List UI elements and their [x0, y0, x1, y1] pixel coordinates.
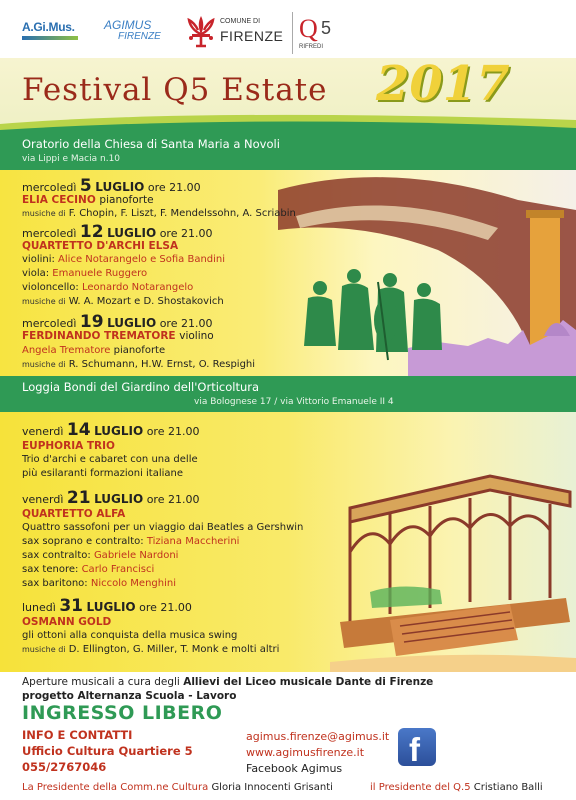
footer-section: [0, 672, 576, 800]
event-member-line: [22, 282, 193, 293]
member-role: violoncello:: [22, 282, 79, 293]
event-performer2-line: [22, 345, 165, 356]
agimus-firenze-logo-text-1: AGIMUS: [104, 18, 152, 32]
event-instrument: violino: [179, 330, 214, 342]
member-role: viola:: [22, 268, 50, 279]
agimus-logo-bar: [22, 36, 78, 40]
event-time: ore 21.00: [139, 601, 192, 614]
music-label: musiche di: [22, 209, 66, 218]
free-entry-heading: INGRESSO LIBERO: [22, 702, 223, 724]
event-day: 14: [66, 420, 91, 440]
festival-year: 2017: [376, 56, 510, 112]
event-date: [22, 420, 199, 440]
venue2-address: via Bolognese 17 / via Vittorio Emanuele II 4: [194, 397, 394, 407]
footer-right: [370, 782, 543, 793]
event-music-line: [22, 296, 224, 307]
event-day: 5: [79, 176, 92, 196]
facebook-glyph: f: [409, 731, 420, 768]
event-description: Trio d'archi e cabaret con una delle: [22, 454, 198, 465]
comune-di-text: COMUNE DI: [220, 18, 261, 25]
event-music: D. Ellington, G. Miller, T. Monk e molti altri: [68, 644, 280, 655]
event-month: LUGLIO: [95, 180, 145, 194]
event-performer: OSMANN GOLD: [22, 616, 112, 628]
member-name: Niccolo Menghini: [90, 578, 177, 589]
event-month: LUGLIO: [94, 424, 144, 438]
event-description: Quattro sassofoni per un viaggio dai Beatles a Gershwin: [22, 522, 304, 533]
event-member-line: [22, 254, 225, 265]
event-month: LUGLIO: [107, 226, 157, 240]
q5-logo-q: Q: [299, 14, 318, 43]
footer-left-label: La Presidente della Comm.ne Cultura: [22, 782, 209, 793]
event-weekday: mercoledì: [22, 181, 77, 194]
event-weekday: mercoledì: [22, 227, 77, 240]
event-music-line: [22, 644, 279, 655]
facebook-icon[interactable]: [398, 728, 436, 766]
loggia-illustration: [330, 472, 576, 672]
contact-email[interactable]: agimus.firenze@agimus.it: [246, 730, 390, 743]
event-music: W. A. Mozart e D. Shostakovich: [68, 296, 224, 307]
event-date: [22, 222, 212, 242]
info-phone[interactable]: 055/2767046: [22, 760, 107, 774]
event-date: [22, 488, 199, 508]
q5-logo-sub: RIFREDI: [299, 44, 323, 50]
music-label: musiche di: [22, 297, 66, 306]
comune-firenze-logo: [186, 12, 286, 52]
church-musicians-illustration: [238, 170, 576, 376]
agimus-firenze-logo: [104, 18, 162, 48]
event-weekday: venerdì: [22, 425, 64, 438]
aperture-pre: Aperture musicali a cura degli: [22, 676, 180, 688]
event-time: ore 21.00: [146, 425, 200, 438]
event-day: 21: [66, 488, 91, 508]
member-name: Alice Notarangelo e Sofia Bandini: [58, 254, 226, 265]
event-day: 19: [79, 312, 104, 332]
festival-title: Festival Q5 Estate: [22, 72, 328, 108]
aperture-line: [22, 676, 433, 688]
event-time: ore 21.00: [159, 227, 213, 240]
footer-left: [22, 782, 333, 793]
event-performer-line: [22, 330, 214, 342]
event-performer-line: [22, 194, 154, 206]
event-time: ore 21.00: [147, 181, 201, 194]
event-member-line: [22, 550, 178, 561]
agimus-logo: [22, 20, 78, 46]
event-music: F. Chopin, F. Liszt, F. Mendelssohn, A. Scriabin: [68, 208, 296, 219]
member-name: Leonardo Notarangelo: [81, 282, 194, 293]
member-name: Tiziana Maccherini: [146, 536, 240, 547]
music-label: musiche di: [22, 360, 66, 369]
event-member-line: [22, 564, 154, 575]
event-date: [22, 596, 192, 616]
event-music-line: [22, 208, 296, 219]
event-day: 31: [59, 596, 83, 616]
agimus-firenze-logo-text-2: FIRENZE: [118, 31, 161, 42]
event-performer: QUARTETTO ALFA: [22, 508, 126, 520]
member-role: sax soprano e contralto:: [22, 536, 144, 547]
agimus-logo-text: A.Gi.Mus.: [22, 20, 75, 34]
event-weekday: venerdì: [22, 493, 64, 506]
member-role: sax tenore:: [22, 564, 79, 575]
member-role: violini:: [22, 254, 55, 265]
venue2-panel: [0, 412, 576, 672]
event-date: [22, 176, 201, 196]
event-member-line: [22, 536, 239, 547]
event-month: LUGLIO: [86, 600, 136, 614]
venue1-name: Oratorio della Chiesa di Santa Maria a Novoli: [22, 137, 280, 151]
event-performer: FERDINANDO TREMATORE: [22, 330, 176, 342]
event-music-line: [22, 359, 255, 370]
venue2-name: Loggia Bondi del Giardino dell'Orticoltura: [22, 380, 260, 394]
info-office: Ufficio Cultura Quartiere 5: [22, 744, 193, 758]
member-name: Gabriele Nardoni: [93, 550, 179, 561]
event-month: LUGLIO: [94, 492, 144, 506]
event-time: ore 21.00: [159, 317, 213, 330]
event-time: ore 21.00: [146, 493, 200, 506]
footer-left-name: Gloria Innocenti Grisanti: [211, 782, 333, 793]
event-performer: ELIA CECINO: [22, 194, 96, 206]
member-name: Carlo Francisci: [81, 564, 155, 575]
event-instrument2: pianoforte: [113, 345, 166, 356]
event-description: più esilaranti formazioni italiane: [22, 468, 184, 479]
venue1-band: [0, 134, 576, 170]
event-weekday: lunedì: [22, 601, 56, 614]
venue1-panel: [0, 170, 576, 376]
footer-right-label: il Presidente del Q.5: [370, 782, 471, 793]
info-title: INFO E CONTATTI: [22, 728, 133, 742]
event-instrument: pianoforte: [99, 194, 154, 206]
event-weekday: mercoledì: [22, 317, 77, 330]
event-performer2: Angela Trematore: [22, 345, 111, 356]
q5-logo-five: 5: [321, 18, 332, 38]
event-description: gli ottoni alla conquista della musica swing: [22, 630, 238, 641]
venue2-band: [0, 376, 576, 412]
footer-right-name: Cristiano Balli: [473, 782, 543, 793]
event-member-line: [22, 578, 176, 589]
florence-lily-icon: [186, 14, 216, 48]
firenze-text: FIRENZE: [220, 28, 284, 44]
contact-facebook[interactable]: Facebook Agimus: [246, 762, 343, 775]
event-date: [22, 312, 212, 332]
member-role: sax baritono:: [22, 578, 88, 589]
music-label: musiche di: [22, 645, 66, 654]
event-performer: QUARTETTO D'ARCHI ELSA: [22, 240, 179, 252]
event-music: R. Schumann, H.W. Ernst, O. Respighi: [68, 359, 256, 370]
event-performer: EUPHORIA TRIO: [22, 440, 115, 452]
event-day: 12: [79, 222, 104, 242]
event-month: LUGLIO: [107, 316, 157, 330]
aperture-school: Allievi del Liceo musicale Dante di Firenze: [183, 676, 434, 688]
aperture-project: progetto Alternanza Scuola - Lavoro: [22, 690, 237, 702]
logo-bar: [0, 0, 576, 58]
q5-logo: [292, 12, 352, 54]
event-member-line: [22, 268, 147, 279]
venue1-address: via Lippi e Macia n.10: [22, 154, 121, 164]
member-name: Emanuele Ruggero: [52, 268, 148, 279]
member-role: sax contralto:: [22, 550, 91, 561]
contact-website[interactable]: www.agimusfirenze.it: [246, 746, 365, 759]
